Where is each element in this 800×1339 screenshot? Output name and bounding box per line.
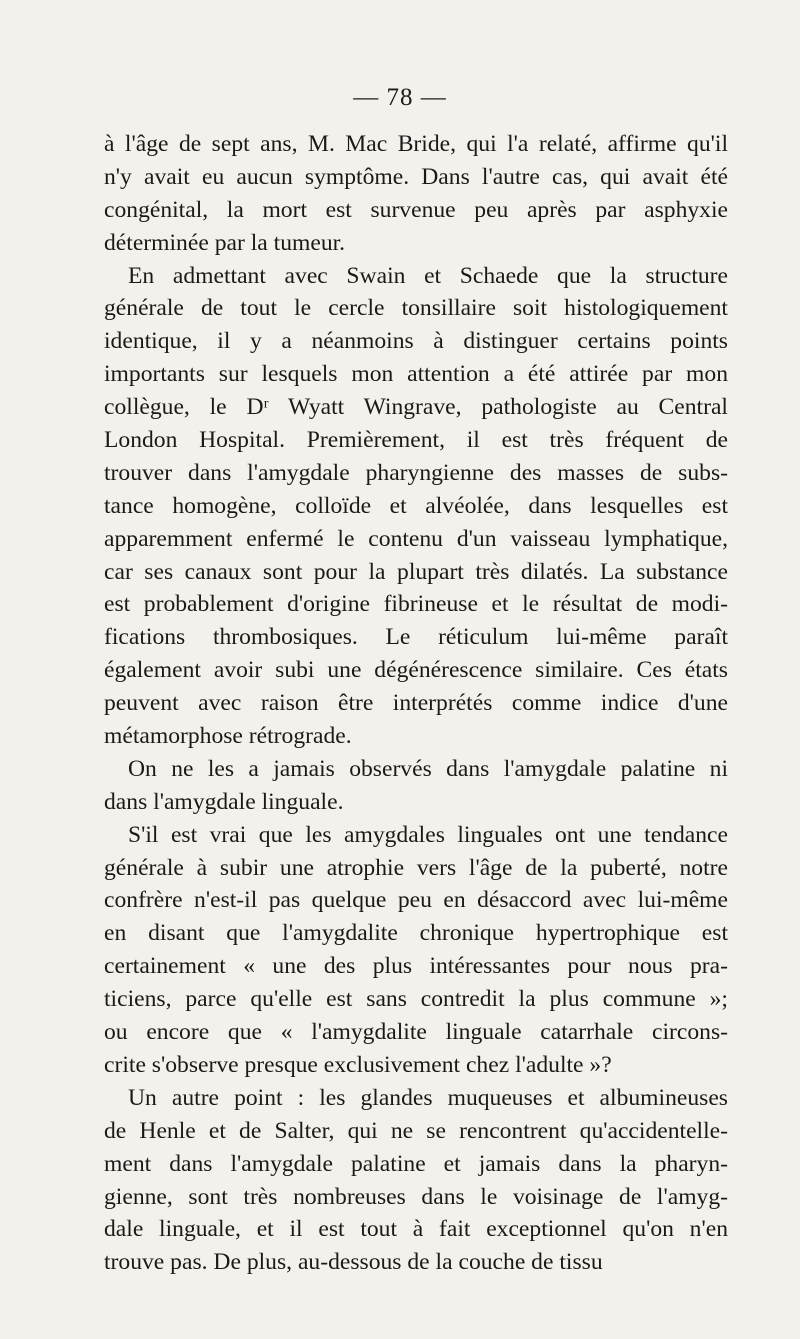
text-line: congénital, la mort est survenue peu après par asphyxie bbox=[104, 196, 728, 223]
text-line: de Henle et de Salter, qui ne se rencontrent qu'accidentelle- bbox=[104, 1117, 728, 1144]
paragraph bbox=[104, 753, 728, 819]
text-line: ou encore que « l'amygdalite linguale catarrhale circons- bbox=[104, 1019, 728, 1046]
text-line: identique, il y a néanmoins à distinguer certains points bbox=[104, 328, 728, 355]
text-line: On ne les a jamais observés dans l'amygdale palatine ni bbox=[128, 755, 728, 782]
text-line: dans l'amygdale linguale. bbox=[104, 788, 344, 815]
page-number: — 78 — bbox=[353, 84, 447, 111]
text-line: à l'âge de sept ans, M. Mac Bride, qui l'a relaté, affirme qu'il bbox=[104, 131, 728, 157]
text-line: car ses canaux sont pour la plupart très dilatés. La substance bbox=[104, 558, 728, 585]
text-line: confrère n'est-il pas quelque peu en désaccord avec lui-même bbox=[104, 887, 728, 914]
paragraph bbox=[104, 1082, 728, 1279]
text-line: certainement « une des plus intéressantes pour nous pra- bbox=[104, 953, 728, 980]
text-line: London Hospital. Premièrement, il est très fréquent de bbox=[104, 427, 728, 454]
text-line: n'y avait eu aucun symptôme. Dans l'autre cas, qui avait été bbox=[104, 163, 728, 190]
paragraph bbox=[104, 260, 728, 753]
text-line: S'il est vrai que les amygdales linguales ont une tendance bbox=[128, 821, 728, 848]
text-line: En admettant avec Swain et Schaede que la structure bbox=[128, 262, 728, 289]
text-line: déterminée par la tumeur. bbox=[104, 229, 346, 256]
text-line: trouver dans l'amygdale pharyngienne des masses de subs- bbox=[104, 459, 728, 486]
text-line: également avoir subi une dégénérescence similaire. Ces états bbox=[104, 657, 728, 684]
text-line: collègue, le Dʳ Wyatt Wingrave, pathologiste au Central bbox=[104, 394, 728, 421]
text-line: ticiens, parce qu'elle est sans contredit la plus commune »; bbox=[104, 986, 728, 1013]
text-line: dale linguale, et il est tout à fait exceptionnel qu'on n'en bbox=[104, 1216, 728, 1243]
text-line: apparemment enfermé le contenu d'un vaisseau lymphatique, bbox=[104, 525, 728, 552]
text-line: en disant que l'amygdalite chronique hypertrophique est bbox=[104, 920, 728, 947]
paragraph bbox=[104, 819, 728, 1082]
text-line: gienne, sont très nombreuses dans le voisinage de l'amyg- bbox=[104, 1183, 728, 1210]
body-text bbox=[104, 128, 728, 1279]
text-line: importants sur lesquels mon attention a été attirée par mon bbox=[104, 361, 728, 388]
text-line: métamorphose rétrograde. bbox=[104, 723, 352, 750]
text-line: générale à subir une atrophie vers l'âge de la puberté, notre bbox=[104, 854, 728, 881]
text-line: ment dans l'amygdale palatine et jamais dans la pharyn- bbox=[104, 1150, 728, 1177]
text-line: fications thrombosiques. Le réticulum lui-même paraît bbox=[104, 624, 728, 651]
text-line: crite s'observe presque exclusivement chez l'adulte »? bbox=[104, 1051, 612, 1078]
text-line: trouve pas. De plus, au-dessous de la couche de tissu bbox=[104, 1249, 603, 1276]
text-line: Un autre point : les glandes muqueuses et albumineuses bbox=[128, 1084, 728, 1111]
text-line: est probablement d'origine fibrineuse et le résultat de modi- bbox=[104, 591, 728, 618]
text-line: tance homogène, colloïde et alvéolée, dans lesquelles est bbox=[104, 492, 728, 519]
text-line: générale de tout le cercle tonsillaire soit histologiquement bbox=[104, 295, 728, 322]
text-line: peuvent avec raison être interprétés comme indice d'une bbox=[104, 690, 728, 717]
paragraph bbox=[104, 128, 728, 260]
